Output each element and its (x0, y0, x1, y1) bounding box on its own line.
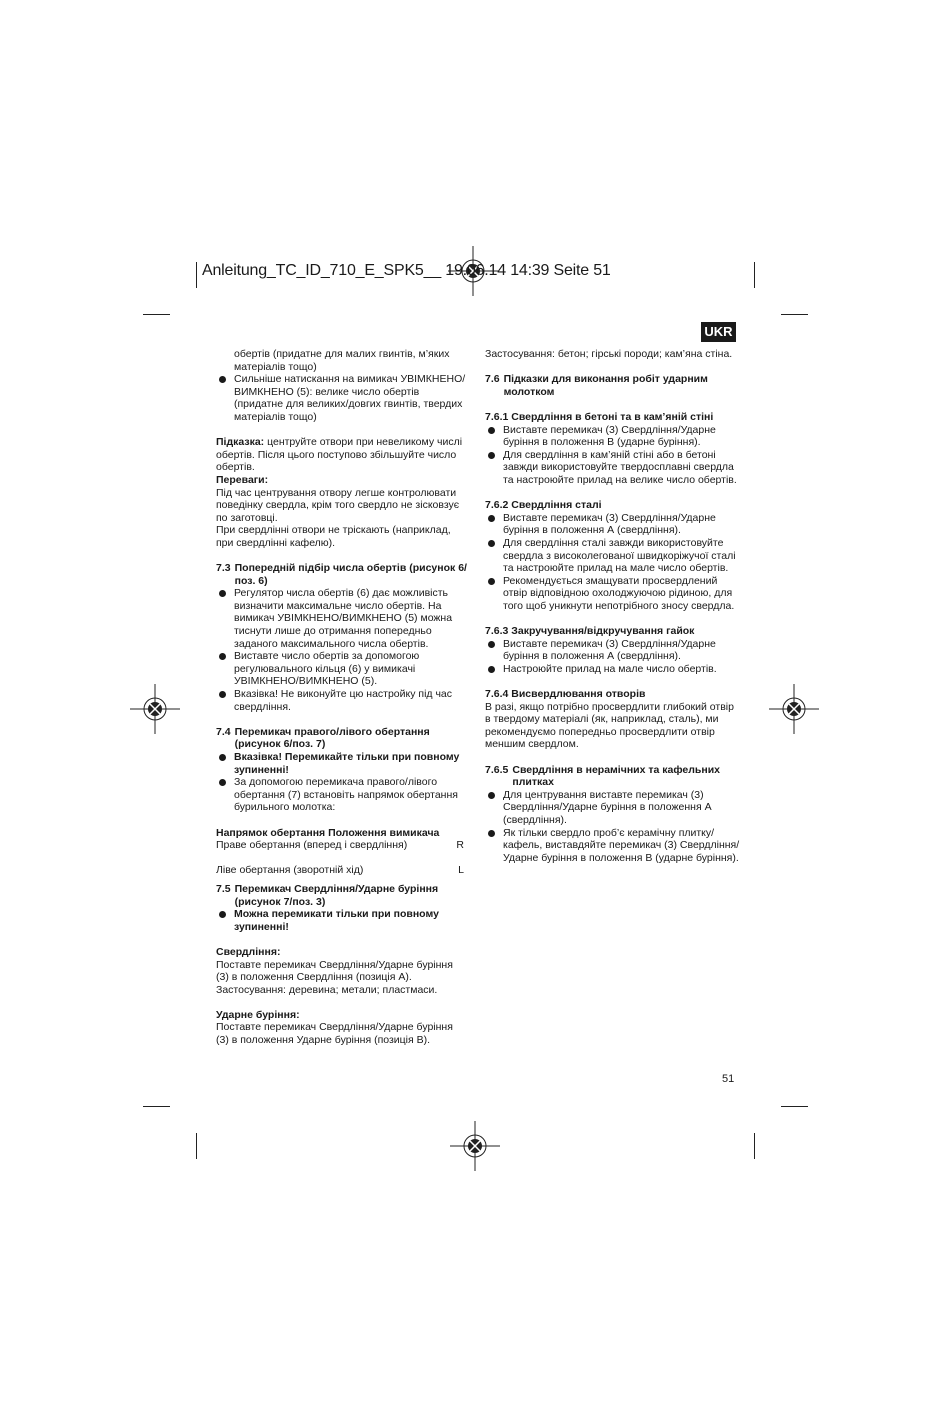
bullet-text: Для свердління сталі завжди використовуйте свердла з високолегованої швидкоріжучої сталі та настроюйте прилад на мале число обертів. (503, 536, 736, 575)
bullet-text: Можна перемикати тільки при повному зупиненні! (234, 908, 439, 933)
bullet-dot-icon (485, 789, 503, 827)
subsection-heading-7-6-2: 7.6.2 Свердління сталі (485, 499, 602, 512)
bullet-item (485, 512, 740, 537)
bullet-item (485, 575, 740, 613)
registration-mark-bottom (450, 1121, 500, 1171)
section-title: Попередній підбір числа обертів (рисунок 6/поз. 6) (234, 562, 467, 587)
direction-row (216, 839, 468, 852)
bullet-text: Для свердління в кам’яній стіні або в бетоні завжди використовуйте твердосплавні свердла та настроюйте прилад на велике число обертів. (503, 448, 737, 486)
bullet-text: Сильніше натискання на вимикач УВІМКНЕНО/ВИМКНЕНО (5): велике число обертів (придатне для великих/довгих гвинтів, твердих матеріалів тощо) (234, 373, 466, 423)
bullet-continuation: обертів (придатне для малих гвинтів, м’яких матеріалів тощо) (234, 348, 450, 373)
bullet-item (216, 650, 468, 688)
subsection-heading-7-6-3: 7.6.3 Закручування/відкручування гайок (485, 625, 695, 638)
direction-value: R (456, 839, 464, 852)
hammer-text: Поставте перемикач Свердління/Ударне буріння (3) в положення Ударне буріння (позиція В). (216, 1021, 453, 1047)
registration-mark-right (769, 684, 819, 734)
bullet-item (216, 373, 468, 423)
section-title: Свердління в нерамічних та кафельних плитках (512, 763, 721, 789)
print-slug-header: Anleitung_TC_ID_710_E_SPK5__ 19.06.14 14:39 Seite 51 (202, 262, 611, 279)
section-title: Підказки для виконання робіт ударним молотком (503, 373, 708, 398)
subsection-heading-7-6-1: 7.6.1 Свердління в бетоні та в кам’яній стіні (485, 410, 714, 423)
section-number: 7.6 (485, 373, 500, 386)
direction-label: Праве обертання (вперед і свердління) (216, 839, 408, 852)
bullet-dot-icon (485, 638, 503, 663)
section-number: 7.3 (216, 562, 231, 575)
subsection-heading-7-6-5 (485, 764, 740, 789)
bullet-item (216, 776, 468, 814)
bullet-text: Виставте перемикач (3) Свердління/Ударне буріння в положення А (свердління). (503, 637, 716, 663)
bullet-dot-icon (216, 776, 234, 814)
advantages-text-2: При свердлінні отвори не тріскають (наприклад, при свердлінні кафелю). (216, 524, 451, 549)
drilling-label: Свердління: (216, 945, 281, 958)
section-heading-7-3 (216, 562, 468, 587)
crop-mark-bottom-left-vertical (196, 1133, 197, 1159)
advantages-text-1: Під час центрування отвору легше контролювати поведінку свердла, крім того свердло не зісковзує по заготовці. (216, 486, 460, 524)
bullet-item (485, 789, 740, 827)
subsection-text-7-6-4: В разі, якщо потрібно просвердлити глибокий отвір в твердому матеріалі (як, наприклад, сталь), ми рекомендуємо попередньо просвердлити отвір меншим свердлом. (485, 700, 734, 751)
crop-mark-top-left-vertical (196, 262, 197, 288)
section-title: Перемикач Свердління/Ударне буріння (рисунок 7/поз. 3) (234, 882, 439, 908)
bullet-text: Вказівка! Не виконуйте цю настройку під час свердління. (234, 688, 453, 713)
bullet-dot-icon (216, 587, 234, 650)
bullet-item (485, 638, 740, 663)
bullet-text: Виставте перемикач (3) Свердління/Ударне буріння в положення В (ударне буріння). (503, 423, 716, 449)
section-number: 7.6.5 (485, 763, 509, 776)
section-number: 7.5 (216, 882, 231, 895)
bullet-dot-icon (216, 373, 234, 423)
bullet-dot-icon (216, 650, 234, 688)
direction-table-header: Напрямок обертання Положення вимикача (216, 826, 440, 839)
bullet-text: Як тільки свердло проб’є керамічну плитку/кафель, виставдяйте перемикач (3) Свердління/Ударне буріння в положення В (ударне буріння). (503, 826, 740, 864)
direction-row (216, 864, 468, 877)
bullet-dot-icon (216, 908, 234, 933)
bullet-dot-icon (485, 827, 503, 865)
tip-paragraph (216, 436, 468, 474)
bullet-item (216, 908, 468, 933)
bullet-item (216, 587, 468, 650)
hammer-label: Ударне буріння: (216, 1008, 300, 1021)
bullet-item (216, 688, 468, 713)
crop-mark-bottom-left-horizontal (143, 1106, 170, 1107)
tip-label: Підказка: (216, 436, 265, 449)
bullet-item (485, 424, 740, 449)
bullet-dot-icon (216, 751, 234, 776)
crop-mark-top-right-vertical (754, 262, 755, 288)
bullet-item (216, 751, 468, 776)
section-heading-7-4 (216, 726, 468, 751)
bullet-text: Рекомендується змащувати просвердлений отвір відповідною охолоджуючою рідиною, для того щоб уникнути непотрібного зносу свердла. (503, 574, 735, 612)
bullet-dot-icon (485, 449, 503, 487)
bullet-dot-icon (485, 424, 503, 449)
bullet-text: Виставте число обертів за допомогою регулювального кільця (6) у вимикачі УВІМКНЕНО/ВИМКНЕНО (5). (234, 650, 420, 688)
subsection-heading-7-6-4: 7.6.4 Висвердлювання отворів (485, 688, 646, 701)
bullet-dot-icon (485, 663, 503, 676)
right-column (485, 348, 740, 864)
bullet-text: Для центрування виставте перемикач (3) Свердління/Ударне буріння в положення А (свердління). (503, 788, 712, 826)
crop-mark-top-left-horizontal (143, 314, 170, 315)
bullet-item (485, 663, 740, 676)
bullet-text: Регулятор числа обертів (6) дає можливість визначити максимальне число обертів. На вимикач УВІМКНЕНО/ВИМКНЕНО (5) можна тиснути лише до отримання попередньо заданого максимального числа обертів. (234, 587, 453, 650)
bullet-dot-icon (485, 575, 503, 613)
left-column (216, 348, 468, 1047)
crop-mark-bottom-right-vertical (754, 1133, 755, 1159)
registration-mark-left (130, 684, 180, 734)
direction-value: L (458, 864, 464, 877)
direction-label: Ліве обертання (зворотній хід) (216, 864, 364, 877)
tip-text: центруйте отвори при невеликому числі обертів. Після цього поступово збільшуйте число обертів. (216, 436, 463, 474)
section-heading-7-6 (485, 373, 740, 398)
crop-mark-top-right-horizontal (781, 314, 808, 315)
bullet-text: Настроюйте прилад на мале число обертів. (503, 662, 717, 675)
application-text: Застосування: бетон; гірські породи; кам’яна стіна. (485, 348, 733, 360)
language-badge: UKR (701, 322, 736, 342)
section-number: 7.4 (216, 725, 231, 738)
advantages-label: Переваги: (216, 473, 269, 486)
bullet-dot-icon (485, 537, 503, 575)
bullet-text: За допомогою перемикача правого/лівого обертання (7) встановіть напрямок обертання бурильного молотка: (234, 776, 458, 814)
bullet-item (485, 449, 740, 487)
section-heading-7-5 (216, 883, 468, 908)
bullet-item (485, 827, 740, 865)
bullet-dot-icon (485, 512, 503, 537)
bullet-text: Вказівка! Перемикайте тільки при повному зупиненні! (234, 751, 460, 776)
crop-mark-bottom-right-horizontal (781, 1106, 808, 1107)
bullet-text: Виставте перемикач (3) Свердління/Ударне буріння в положення А (свердління). (503, 511, 716, 537)
bullet-item (485, 537, 740, 575)
drilling-text: Поставте перемикач Свердління/Ударне буріння (3) в положення Свердління (позиція А). Застосування: деревина; метали; пластмаси. (216, 958, 453, 996)
bullet-dot-icon (216, 688, 234, 713)
section-title: Перемикач правого/лівого обертання (рисунок 6/поз. 7) (234, 725, 430, 751)
page-number: 51 (722, 1073, 735, 1085)
